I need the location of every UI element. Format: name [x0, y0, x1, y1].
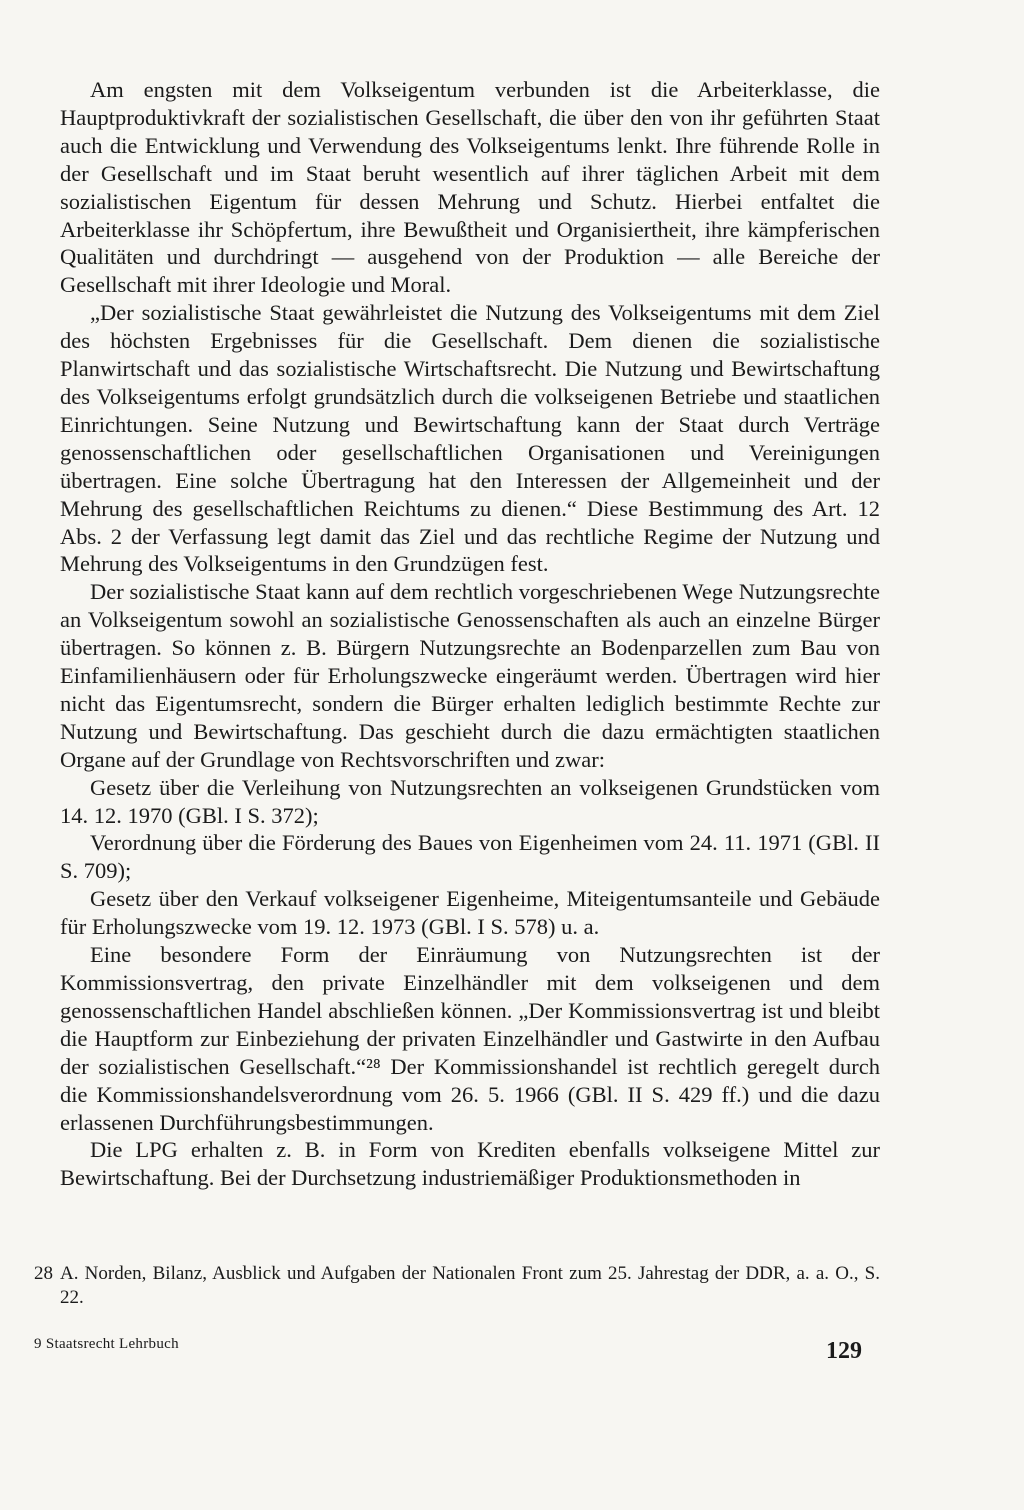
page-number: 129: [826, 1338, 862, 1364]
paragraph-5: Die LPG erhalten z. B. in Form von Krediten ebenfalls volkseigene Mittel zur Bewirtschaftung. Bei der Durchsetzung industriemäßiger Produktionsmethoden in: [60, 1137, 880, 1191]
paragraph-3: Der sozialistische Staat kann auf dem rechtlich vorgeschriebenen Wege Nutzungsrechte an Volkseigentum sowohl an sozialistische Genossenschaften als auch an einzelne Bürger übertragen. So können z. B. Bürgern Nutzungsrechte an Bodenparzellen zum Bau von Einfamilienhäusern oder für Erholungszwecke eingeräumt werden. Übertragen wird hier nicht das Eigentumsrecht, sondern die Bürger erhalten lediglich bestimmte Rechte zur Nutzung und Bewirtschaftung. Das geschieht durch die dazu ermächtigten staatlichen Organe auf der Grundlage von Rechtsvorschriften und zwar:: [60, 579, 880, 772]
paragraph-2: „Der sozialistische Staat gewährleistet die Nutzung des Volkseigentums mit dem Ziel des höchsten Ergebnisses für die Gesellschaft. Dem dienen die sozialistische Planwirtschaft und das sozialistische Wirtschaftsrecht. Die Nutzung und Bewirtschaftung des Volkseigentums erfolgt grundsätzlich durch die volkseigenen Betriebe und staatlichen Einrichtungen. Seine Nutzung und Bewirtschaftung kann der Staat durch Verträge genossenschaftlichen oder gesellschaftlichen Organisationen und Vereinigungen übertragen. Eine solche Übertragung hat den Interessen der Allgemeinheit und der Mehrung des gesellschaftlichen Reichtums zu dienen.“ Diese Bestimmung des Art. 12 Abs. 2 der Verfassung legt damit das Ziel und das rechtliche Regime der Nutzung und Mehrung des Volkseigentums in den Grundzügen fest.: [60, 300, 880, 577]
footnote-number: 28: [34, 1263, 53, 1284]
legal-reference-1: Gesetz über die Verleihung von Nutzungsrechten an volkseigenen Grundstücken vom 14. 12. 1970 (GBl. I S. 372);: [60, 774, 880, 828]
paragraph-1: Am engsten mit dem Volkseigentum verbunden ist die Arbeiterklasse, die Hauptproduktivkraft der sozialistischen Gesellschaft, die über den von ihr geführten Staat auch die Entwicklung und Verwendung des Volkseigentums lenkt. Ihre führende Rolle in der Gesellschaft und im Staat beruht wesentlich auf ihrer täglichen Arbeit mit dem sozialistischen Eigentum für dessen Mehrung und Schutz. Hierbei entfaltet die Arbeiterklasse ihr Schöpfertum, ihre Bewußtheit und Organisiertheit, ihre kämpferischen Qualitäten und durchdringt — ausgehend von der Produktion — alle Bereiche der Gesellschaft mit ihrer Ideologie und Moral.: [60, 77, 880, 298]
footnote: [34, 1262, 880, 1310]
legal-reference-2: Verordnung über die Förderung des Baues von Eigenheimen vom 24. 11. 1971 (GBl. II S. 709);: [60, 830, 880, 884]
legal-reference-3: Gesetz über den Verkauf volkseigener Eigenheime, Miteigentumsanteile und Gebäude für Erholungszwecke vom 19. 12. 1973 (GBl. I S. 578) u. a.: [60, 886, 880, 940]
body-text: [60, 76, 880, 1192]
paragraph-4: Eine besondere Form der Einräumung von Nutzungsrechten ist der Kommissionsvertrag, den private Einzelhändler mit dem volkseigenen und dem genossenschaftlichen Handel abschließen können. „Der Kommissionsvertrag ist und bleibt die Hauptform zur Einbeziehung der privaten Einzelhändler und Gastwirte in den Aufbau der sozialistischen Gesellschaft.“²⁸ Der Kommissionshandel ist rechtlich geregelt durch die Kommissionshandelsverordnung vom 26. 5. 1966 (GBl. II S. 429 ff.) und die dazu erlassenen Durchführungsbestimmungen.: [60, 942, 880, 1135]
running-footer: 9 Staatsrecht Lehrbuch: [34, 1336, 179, 1352]
footnote-text: A. Norden, Bilanz, Ausblick und Aufgaben der Nationalen Front zum 25. Jahrestag der DDR, a. a. O., S. 22.: [60, 1263, 880, 1308]
